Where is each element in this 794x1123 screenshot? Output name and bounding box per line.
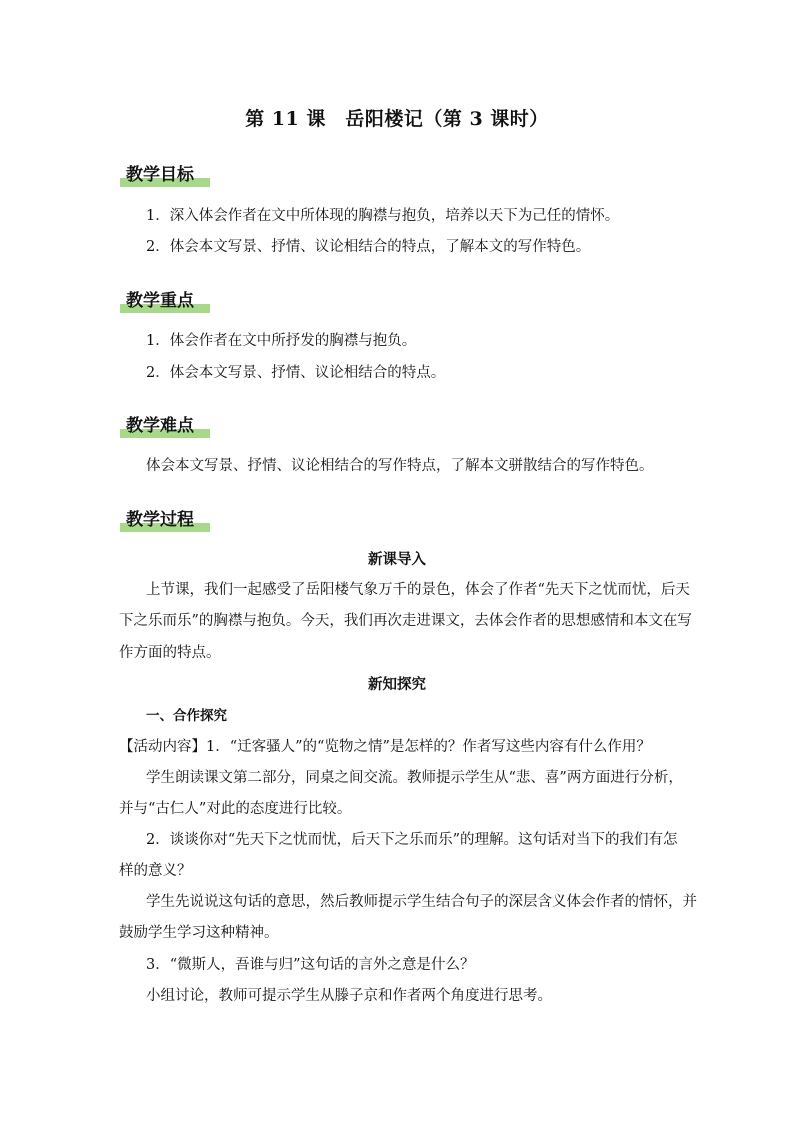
- section-heading-process: [120, 505, 200, 530]
- difficulty-text: 体会本文写景、抒情、议论相结合的写作特点，了解本文骈散结合的写作特色。: [146, 458, 654, 474]
- section-heading-text: 教学目标: [126, 165, 194, 185]
- key-point-item: 1．体会作者在文中所抒发的胸襟与抱负。: [146, 333, 417, 349]
- paragraph-line: 2．谈谈你对“先天下之忧而忧，后天下之乐而乐”的理解。这句话对当下的我们有怎: [146, 832, 678, 848]
- paragraph-line: 学生朗读课文第二部分，同桌之间交流。教师提示学生从“悲、喜”两方面进行分析，: [146, 770, 683, 786]
- paragraph-line: 样的意义？: [119, 863, 192, 879]
- section-heading-difficulties: [120, 411, 200, 436]
- paragraph-line: 3．“微斯人，吾谁与归”这句话的言外之意是什么？: [146, 957, 475, 973]
- section-heading-text: 教学重点: [126, 291, 194, 311]
- section-heading-goals: [120, 160, 200, 185]
- paragraph-line: 学生先说说这句话的意思，然后教师提示学生结合句子的深层含义体会作者的情怀，并: [146, 894, 697, 910]
- paragraph-line: 并与“古仁人”对此的态度进行比较。: [119, 801, 352, 817]
- paragraph-line: 上节课，我们一起感受了岳阳楼气象万千的景色，体会了作者“先天下之忧而忧，后天: [146, 582, 690, 598]
- paragraph-line: 【活动内容】1．“迁客骚人”的“览物之情”是怎样的？作者写这些内容有什么作用？: [119, 739, 651, 755]
- subsection-title-explore: 新知探究: [368, 676, 426, 693]
- page-title: 第 11 课 岳阳楼记（第 3 课时）: [245, 108, 549, 130]
- paragraph-line: 鼓励学生学习这种精神。: [119, 925, 279, 941]
- goal-item: 2．体会本文写景、抒情、议论相结合的特点，了解本文的写作特色。: [146, 239, 591, 255]
- section-heading-text: 教学过程: [126, 510, 194, 530]
- paragraph-line: 作方面的特点。: [119, 645, 221, 661]
- subsection-title-intro: 新课导入: [368, 551, 426, 568]
- sub-heading: 一、合作探究: [146, 708, 227, 724]
- paragraph-line: 下之乐而乐”的胸襟与抱负。今天，我们再次走进课文，去体会作者的思想感情和本文在写: [119, 613, 692, 629]
- section-heading-key-points: [120, 286, 200, 311]
- paragraph-line: 小组讨论，教师可提示学生从滕子京和作者两个角度进行思考。: [146, 988, 552, 1004]
- key-point-item: 2．体会本文写景、抒情、议论相结合的特点。: [146, 365, 446, 381]
- goal-item: 1．深入体会作者在文中所体现的胸襟与抱负，培养以天下为己任的情怀。: [146, 208, 620, 224]
- section-heading-text: 教学难点: [126, 416, 194, 436]
